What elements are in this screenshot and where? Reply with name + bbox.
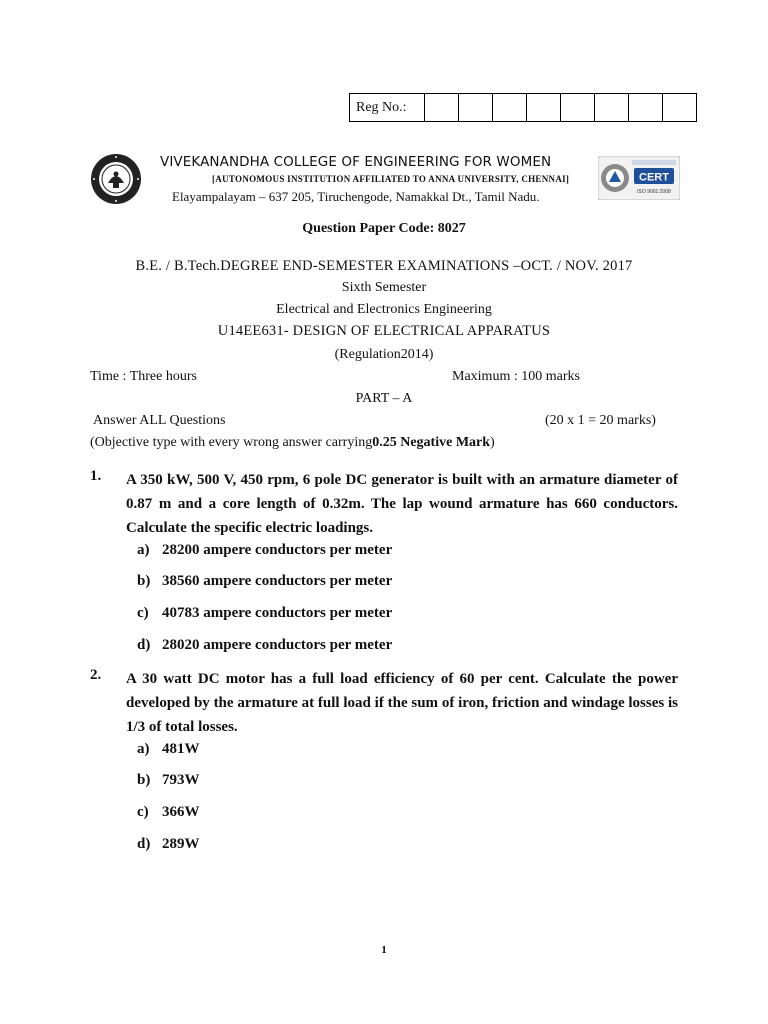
option-1a[interactable] (137, 542, 392, 559)
option-2b[interactable] (137, 772, 200, 789)
option-text: 289W (162, 836, 200, 852)
reg-no-box[interactable] (527, 94, 561, 122)
reg-no-box[interactable] (629, 94, 663, 122)
college-address: Elayampalayam – 637 205, Tiruchengode, Namakkal Dt., Tamil Nadu. (172, 189, 540, 204)
option-letter: c) (137, 804, 149, 820)
subject-title: U14EE631- DESIGN OF ELECTRICAL APPARATUS (217, 323, 551, 339)
option-letter: d) (137, 836, 151, 852)
maximum-marks: Maximum : 100 marks (452, 369, 580, 384)
college-seal-logo (90, 153, 142, 205)
department: Electrical and Electronics Engineering (276, 302, 492, 317)
question-text: A 30 watt DC motor has a full load efficiency of 60 per cent. Calculate the power developed by the armature at full load if the sum of iron, friction and windage losses is 1/3 of total losses. (126, 671, 678, 735)
cert-label: CERT (639, 171, 669, 184)
question-number: 1. (90, 468, 102, 484)
college-name: VIVEKANANDHA COLLEGE OF ENGINEERING FOR WOMEN (160, 154, 552, 170)
reg-no-box[interactable] (425, 94, 459, 122)
question-2 (90, 667, 678, 739)
option-text: 28020 ampere conductors per meter (162, 637, 393, 653)
note-suffix: ) (490, 435, 495, 450)
note-prefix: (Objective type with every wrong answer carrying (90, 435, 373, 450)
reg-no-label: Reg No.: (350, 94, 425, 122)
page-number: 1 (381, 944, 387, 956)
exam-title: B.E. / B.Tech.DEGREE END-SEMESTER EXAMINATIONS –OCT. / NOV. 2017 (135, 258, 633, 274)
reg-no-box[interactable] (595, 94, 629, 122)
option-text: 793W (162, 772, 200, 788)
question-text: A 350 kW, 500 V, 450 rpm, 6 pole DC generator is built with an armature diameter of 0.87 m and a core length of 0.32m. The lap wound armature has 660 conductors. Calculate the specific electric loadings. (126, 472, 678, 536)
option-1b[interactable] (137, 573, 392, 590)
reg-no-box[interactable] (561, 94, 595, 122)
option-text: 38560 ampere conductors per meter (162, 573, 393, 589)
option-2d[interactable] (137, 836, 200, 853)
option-1c[interactable] (137, 605, 392, 622)
option-text: 28200 ampere conductors per meter (162, 542, 393, 558)
option-letter: a) (137, 542, 150, 558)
option-text: 366W (162, 804, 200, 820)
duration: Time : Three hours (90, 369, 197, 384)
semester: Sixth Semester (341, 280, 427, 295)
instructions: Answer ALL Questions (93, 413, 226, 428)
reg-no-box[interactable] (459, 94, 493, 122)
option-text: 40783 ampere conductors per meter (162, 605, 393, 621)
option-2a[interactable] (137, 741, 200, 758)
option-1d[interactable] (137, 637, 392, 654)
option-letter: c) (137, 605, 149, 621)
iso-cert-logo (598, 156, 680, 200)
option-2c[interactable] (137, 804, 200, 821)
option-letter: a) (137, 741, 150, 757)
option-letter: b) (137, 772, 151, 788)
reg-no-table (349, 93, 697, 122)
question-1 (90, 468, 678, 540)
part-heading: PART – A (355, 391, 413, 406)
option-text: 481W (162, 741, 200, 757)
negative-mark-note (90, 435, 495, 451)
regulation: (Regulation2014) (334, 347, 434, 362)
question-number: 2. (90, 667, 102, 683)
reg-no-box[interactable] (493, 94, 527, 122)
option-letter: b) (137, 573, 151, 589)
affiliation-text: [AUTONOMOUS INSTITUTION AFFILIATED TO ANNA UNIVERSITY, CHENNAI] (212, 174, 570, 184)
iso-label: ISO 9001:2008 (637, 189, 671, 195)
reg-no-box[interactable] (663, 94, 697, 122)
option-letter: d) (137, 637, 151, 653)
question-paper-code: Question Paper Code: 8027 (302, 221, 466, 236)
marks-scheme: (20 x 1 = 20 marks) (545, 413, 656, 428)
note-negative-mark: 0.25 Negative Mark (372, 435, 491, 450)
